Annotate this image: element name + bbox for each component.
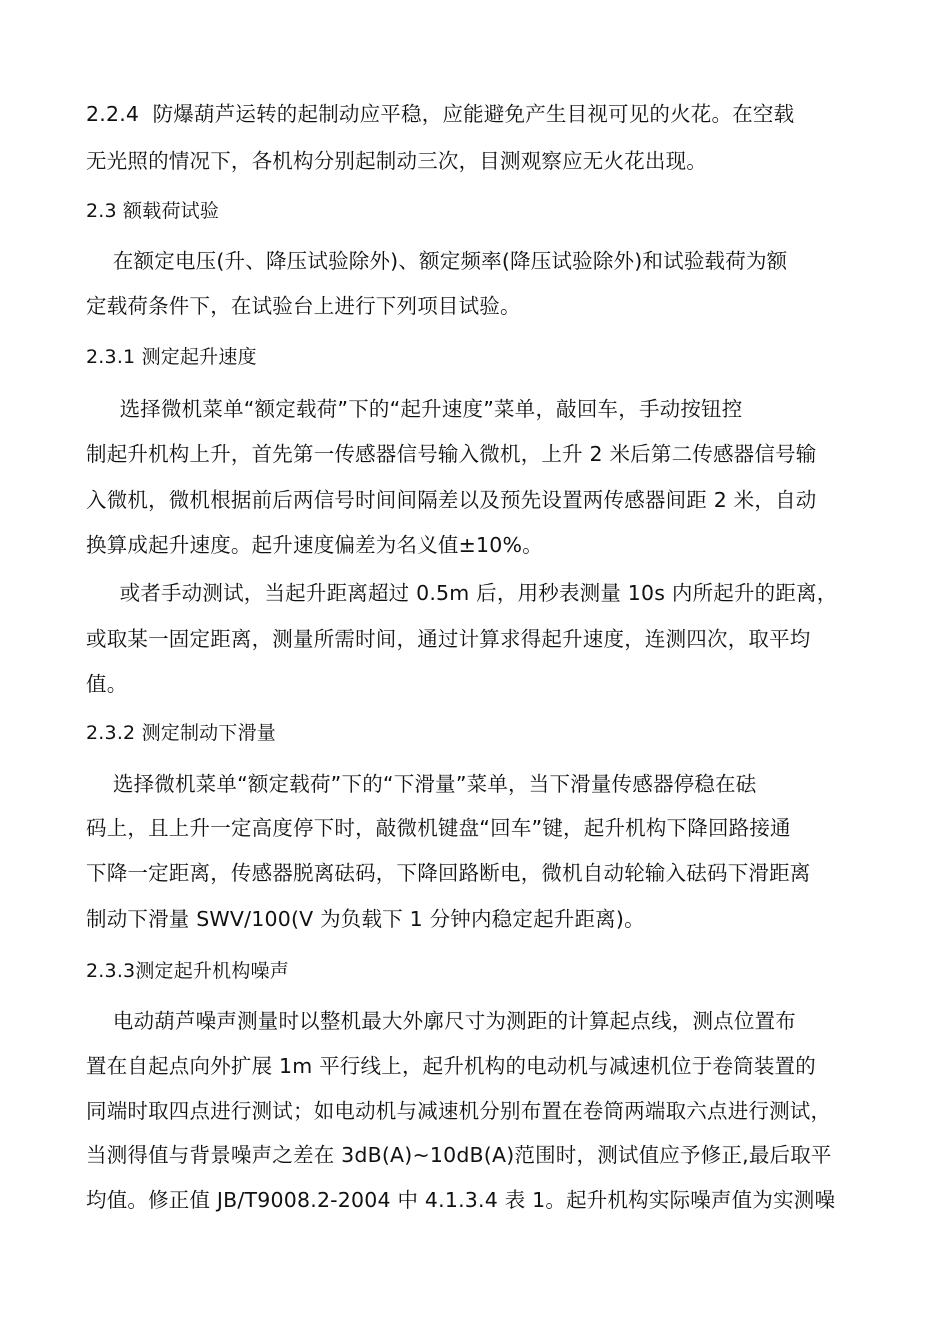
section-2-3-3-line-1: 电动葫芦噪声测量时以整机最大外廓尺寸为测距的计算起点线，测点位置布 [86, 1009, 796, 1033]
section-2-3-1-para-1-line-2: 制起升机构上升，首先第一传感器信号输入微机，上升 2 米后第二传感器信号输 [86, 442, 817, 466]
section-heading-2-3-1: 2.3.1 测定起升速度 [86, 346, 257, 368]
clause-2-2-4-line-2: 无光照的情况下，各机构分别起制动三次，目测观察应无火花出现。 [86, 149, 707, 173]
section-2-3-1-para-1-line-4: 换算成起升速度。起升速度偏差为名义值±10%。 [86, 533, 543, 557]
section-2-3-line-1: 在额定电压(升、降压试验除外)、额定频率(降压试验除外)和试验载荷为额 [86, 249, 788, 273]
section-2-3-2-line-1: 选择微机菜单“额定载荷”下的“下滑量”菜单，当下滑量传感器停稳在砝 [86, 772, 757, 796]
section-2-3-2-line-2: 码上，且上升一定高度停下时，敲微机键盘“回车”键，起升机构下降回路接通 [86, 816, 791, 840]
section-2-3-2-line-4: 制动下滑量 SWV/100(V 为负载下 1 分钟内稳定起升距离)。 [86, 907, 645, 931]
section-2-3-1-para-2-line-3: 值。 [86, 672, 128, 696]
section-heading-2-3-2: 2.3.2 测定制动下滑量 [86, 722, 276, 744]
section-2-3-2-line-3: 下降一定距离，传感器脱离砝码，下降回路断电，微机自动轮输入砝码下滑距离 [86, 861, 811, 885]
section-2-3-1-para-2-line-2: 或取某一固定距离，测量所需时间，通过计算求得起升速度，连测四次，取平均 [86, 627, 811, 651]
section-2-3-1-para-1-line-1: 选择微机菜单“额定载荷”下的“起升速度”菜单，敲回车，手动按钮控 [86, 397, 743, 421]
clause-2-2-4-line-1: 2.2.4 防爆葫芦运转的起制动应平稳，应能避免产生目视可见的火花。在空载 [86, 102, 795, 126]
section-2-3-1-para-2-line-1: 或者手动测试，当起升距离超过 0.5m 后，用秒表测量 10s 内所起升的距离， [86, 581, 838, 605]
section-2-3-1-para-1-line-3: 入微机，微机根据前后两信号时间间隔差以及预先设置两传感器间距 2 米，自动 [86, 488, 817, 512]
section-2-3-line-2: 定载荷条件下，在试验台上进行下列项目试验。 [86, 294, 521, 318]
section-2-3-3-line-2: 置在自起点向外扩展 1m 平行线上，起升机构的电动机与减速机位于卷筒装置的 [86, 1054, 816, 1078]
section-2-3-3-line-3: 同端时取四点进行测试；如电动机与减速机分别布置在卷筒两端取六点进行测试， [86, 1099, 832, 1123]
section-heading-2-3-3: 2.3.3测定起升机构噪声 [86, 960, 289, 982]
section-2-3-3-line-5: 均值。修正值 JB/T9008.2-2004 中 4.1.3.4 表 1。起升机构实际噪声值为实测噪 [86, 1188, 836, 1212]
section-2-3-3-line-4: 当测得值与背景噪声之差在 3dB(A)~10dB(A)范围时，测试值应予修正,最后取平 [86, 1143, 832, 1167]
section-heading-2-3: 2.3 额载荷试验 [86, 200, 220, 222]
